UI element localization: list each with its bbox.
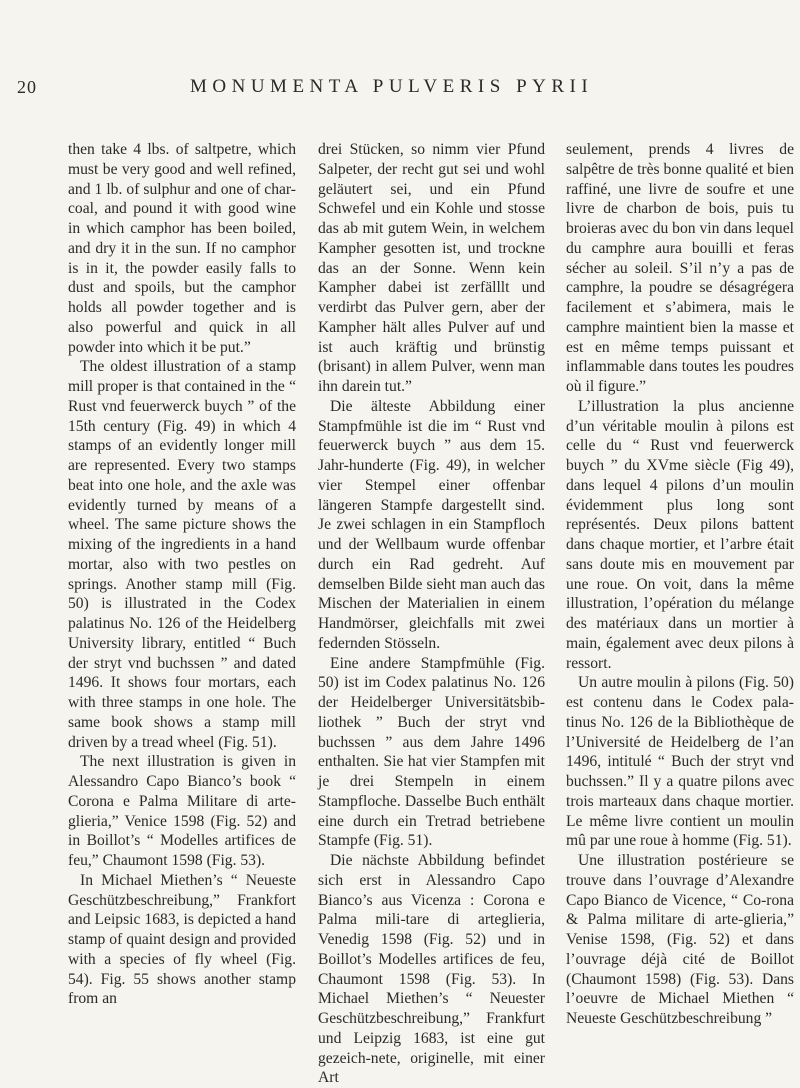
running-title: MONUMENTA PULVERIS PYRII — [190, 76, 594, 97]
english-paragraph: In Michael Miethen’s “ Neueste Geschützbeschreibung,” Frankfort and Leipsic 1683, is depicted a hand stamp of quaint design and provided with a species of fly wheel (Fig. 54). Fig. 55 shows another stamp from an — [68, 871, 296, 1008]
german-paragraph: drei Stücken, so nimm vier Pfund Salpeter, der recht gut sei und wohl geläutert sei, und ein Pfund Schwefel und ein Kohle und stosse das ab mit gutem Wein, in welchem Kampher gesotten ist, und trockne das an der Sonne. Wenn kein Kampher dabei ist zerfälllt und verdirbt das Pulver gern, aber der Kampher hält alles Pulver auf und ist auch kräftig und brünstig (brisant) in allem Pulver, wenn man ihn darein tut.” — [318, 141, 545, 395]
english-paragraph: then take 4 lbs. of saltpetre, which must be very good and well refined, and 1 lb. of sulphur and one of char-coal, and pound it with good wine in which camphor has been boiled, and dry it in the sun. If no camphor is in it, the powder easily falls to dust and spoils, but the camphor holds all powder together and is also powerful and quick in all powder into which it be put.” — [68, 141, 296, 356]
french-paragraph: Une illustration postérieure se trouve dans l’ouvrage d’Alexandre Capo Bianco de Vicence, “ Co-rona & Palma militare di arte-glieria,” Venise 1598, (Fig. 52) et dans l’ouvrage déjà cité de Boillot (Chaumont 1598) (Fig. 53). Dans l’oeuvre de Michael Miethen “ Neueste Geschützbeschreibung ” — [566, 852, 794, 1027]
german-column — [318, 140, 545, 1088]
french-paragraph: L’illustration la plus ancienne d’un véritable moulin à pilons est celle du “ Rust vnd feuerwerck buych ” du XVme siècle (Fig 49), dans lequel 4 pilons d’un moulin évidemment plus long sont représentés. Deux pilons battent dans chaque mortier, et l’arbre était sans doute mis en mouvement par une roue. On voit, dans la même illustration, l’opération du mélange des matériaux dans un mortier à main, également avec deux pilons à ressort. — [566, 397, 794, 672]
german-paragraph: Die älteste Abbildung einer Stampfmühle ist die im “ Rust vnd feuerwerck buych ” aus dem 15. Jahr-hunderte (Fig. 49), in welcher vier Stempel einer offenbar längeren Stampfe dargestellt sind. Je zwei schlagen in ein Stampfloch und der Wellbaum wurde offenbar durch ein Rad gedreht. Auf demselben Bilde sieht man auch das Mischen der Materialien in einem Handmörser, gleichfalls mit zwei federnden Stösseln. — [318, 397, 545, 652]
english-paragraph: The oldest illustration of a stamp mill proper is that contained in the “ Rust vnd feuerwerck buych ” of the 15th century (Fig. 49) in which 4 stamps of an evidently longer mill are represented. Every two stamps beat into one hole, and the axle was evidently turned by means of a wheel. The same picture shows the mixing of the ingredients in a hand mortar, also with two pestles on springs. Another stamp mill (Fig. 50) is illustrated in the Codex palatinus No. 126 of the Heidelberg University library, entitled “ Buch der stryt vnd buchssen ” and dated 1496. It shows four mortars, each with three stamps in one hole. The same book shows a stamp mill driven by a tread wheel (Fig. 51). — [68, 358, 296, 751]
german-paragraph: Eine andere Stampfmühle (Fig. 50) ist im Codex palatinus No. 126 der Heidelberger Universitätsbib-liothek ” Buch der stryt vnd buchssen ” aus dem Jahre 1496 enthalten. Sie hat vier Stampfen mit je drei Stempeln in einem Stampfloche. Dasselbe Buch enthält eine durch ein Tretrad betriebene Stampfe (Fig. 51). — [318, 654, 545, 850]
german-paragraph: Die nächste Abbildung befindet sich erst in Alessandro Capo Bianco’s aus Vicenza : Corona e Palma mili-tare di arteglieria, Venedig 1598 (Fig. 52) und in Boillot’s Modelles artifices de feu, Chaumont 1598 (Fig. 53). In Michael Miethen’s “ Neuester Geschützbeschreibung,” Frankfurt und Leipzig 1683, ist eine gut gezeich-nete, originelle, mit einer Art — [318, 852, 545, 1087]
page-number: 20 — [17, 77, 37, 97]
english-paragraph: The next illustration is given in Alessandro Capo Bianco’s book “ Corona e Palma Militare di arte-glieria,” Venice 1598 (Fig. 52) and in Boillot’s “ Modelles artifices de feu,” Chaumont 1598 (Fig. 53). — [68, 753, 296, 869]
english-column — [68, 140, 296, 1009]
french-paragraph: Un autre moulin à pilons (Fig. 50) est contenu dans le Codex pala-tinus No. 126 de la Bibliothèque de l’Université de Heidelberg de l’an 1496, intitulé “ Buch der stryt vnd buchssen.” Il y a quatre pilons avec trois marteaux dans chaque mortier. Le même livre contient un moulin mû par une roue à homme (Fig. 51). — [566, 674, 794, 850]
french-paragraph: seulement, prends 4 livres de salpêtre de très bonne qualité et bien raffiné, une livre de soufre et une livre de charbon de bois, puis tu broieras avec du bon vin dans lequel du camphre aura bouilli et feras sécher au soleil. S’il n’y a pas de camphre, la poudre se désagrégera facilement et s’abimera, mais le camphre maintient bien la masse et est en même temps puissant et inflammable dans toutes les poudres où il figure.” — [566, 141, 794, 395]
french-column — [566, 140, 794, 1029]
